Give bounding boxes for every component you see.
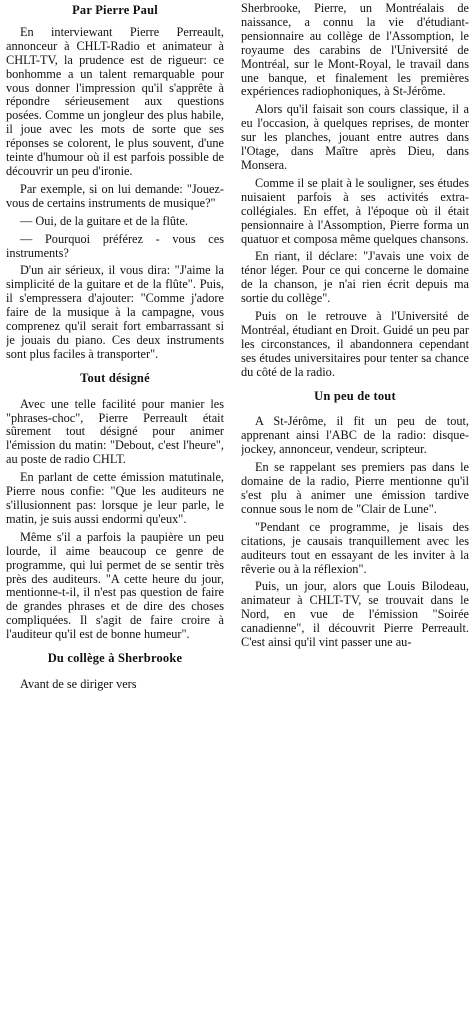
subheading-du-college-a-sherbrooke: Du collège à Sherbrooke xyxy=(47,651,183,666)
article-paragraph: — Pourquoi préférez - vous ces instruments? xyxy=(6,231,224,260)
article-paragraph: Puis on le retrouve à l'Université de Montréal, étudiant en Droit. Guidé un peu par les circonstances, il abandonnera cependant ses études universitaires pour tenter sa chance du côté de la radio. xyxy=(241,309,469,379)
subheading-un-peu-de-tout: Un peu de tout xyxy=(314,388,396,403)
article-paragraph: Puis, un jour, alors que Louis Bilodeau, animateur à CHLT-TV, se trouvait dans le Nord, en vue de l'émission "Soirée canadienne", il découvrit Pierre Perreault. C'est ainsi qu'il vint passer une au- xyxy=(241,579,469,650)
article-paragraph: — Oui, de la guitare et de la flûte. xyxy=(20,213,188,228)
article-paragraph: En se rappelant ses premiers pas dans le domaine de la radio, Pierre mentionne qu'il s'est plu à animer une émission tardive connue sous le nom de "Clair de Lune". xyxy=(241,460,469,516)
byline: Par Pierre Paul xyxy=(72,3,158,17)
article-paragraph: En interviewant Pierre Perreault, annonceur à CHLT-Radio et animateur à CHLT-TV, la prudence est de rigueur: ce bonhomme a un talent remarquable pour vous donner l'impression qu'il s'apprête à répondre sérieusement aux questions posées. Comme un jongleur des plus habile, il joue avec les mots de sorte que ses réponses se colorent, le plus souvent, d'une teinte d'humour où il est parfois possible de découvrir un peu d'ironie. xyxy=(6,24,224,178)
article-paragraph: A St-Jérôme, il fit un peu de tout, apprenant ainsi l'ABC de la radio: disque-jockey, annonceur, vendeur, scripteur. xyxy=(241,414,469,457)
right-section-un-peu-de-tout xyxy=(241,415,469,650)
article-paragraph: En riant, il déclare: "J'avais une voix de ténor léger. Pour ce qui concerne le domaine de la chanson, je n'ai rien écrit depuis ma sortie du collège". xyxy=(241,249,469,306)
article-paragraph: Avec une telle facilité pour manier les "phrases-choc", Pierre Perreault était sûrement tout désigné pour animer l'émission du matin: "Debout, c'est l'heure", au poste de radio CHLT. xyxy=(6,396,224,467)
left-section-intro xyxy=(6,26,224,362)
left-section-college xyxy=(6,678,224,692)
left-section-tout-designe xyxy=(6,398,224,642)
article-paragraph: Avant de se diriger vers xyxy=(20,676,137,691)
right-section-college-continued xyxy=(241,2,469,380)
article-paragraph: Alors qu'il faisait son cours classique, il a eu l'occasion, à quelques reprises, de monter sur les planches, jouant entre autres dans l'Otage, dans Maître après Dieu, dans Monsera. xyxy=(241,102,469,172)
article-paragraph: Sherbrooke, Pierre, un Montréalais de naissance, a connu la vie d'étudiant-pensionnaire au collège de l'Assomption, le royaume des carabins de l'Université de Montréal, sur le Mont-Royal, le travail dans une banque, et finalement les premières expériences radiophoniques, à St-Jérôme. xyxy=(241,1,469,99)
article-paragraph: En parlant de cette émission matutinale, Pierre nous confie: "Que les auditeurs ne s'illusionnent pas: lorsque je leur parle, le matin, je suis aussi endormi qu'eux". xyxy=(6,470,224,526)
left-column xyxy=(6,0,224,1015)
right-column xyxy=(241,0,469,1015)
article-paragraph: Par exemple, si on lui demande: "Jouez-vous de certains instruments de musique?" xyxy=(6,181,224,210)
subheading-tout-designe: Tout désigné xyxy=(80,370,150,385)
article-paragraph: Comme il se plait à le souligner, ses études nuisaient parfois à ses activités extra-collégiales. En effet, à l'époque où il était pensionnaire à l'Assomption, Pierre forma un quatuor et composa même quelques chansons. xyxy=(241,175,469,246)
article-paragraph: "Pendant ce programme, je lisais des citations, je causais tranquillement avec les auditeurs tout en essayant de les inviter à la rêverie ou à la réflexion". xyxy=(241,519,469,576)
article-paragraph: D'un air sérieux, il vous dira: "J'aime la simplicité de la guitare et de la flûte". Puis, il s'empressera d'ajouter: "Comme j'adore faire de la musique à la campagne, vous comprenez qu'il serait fort embarrassant si je jouais du piano. Ces deux instruments sont plus faciles à transporter". xyxy=(6,263,224,361)
article-paragraph: Même s'il a parfois la paupière un peu lourde, il aime beaucoup ce genre de programme, qui lui permet de se sentir très près des auditeurs. "A cette heure du jour, mentionne-t-il, il n'est pas question de faire de grandes phrases et de dire des choses compliquées. Il s'agit de faire croire à l'auditeur qu'il est de bonne humeur". xyxy=(6,529,224,642)
